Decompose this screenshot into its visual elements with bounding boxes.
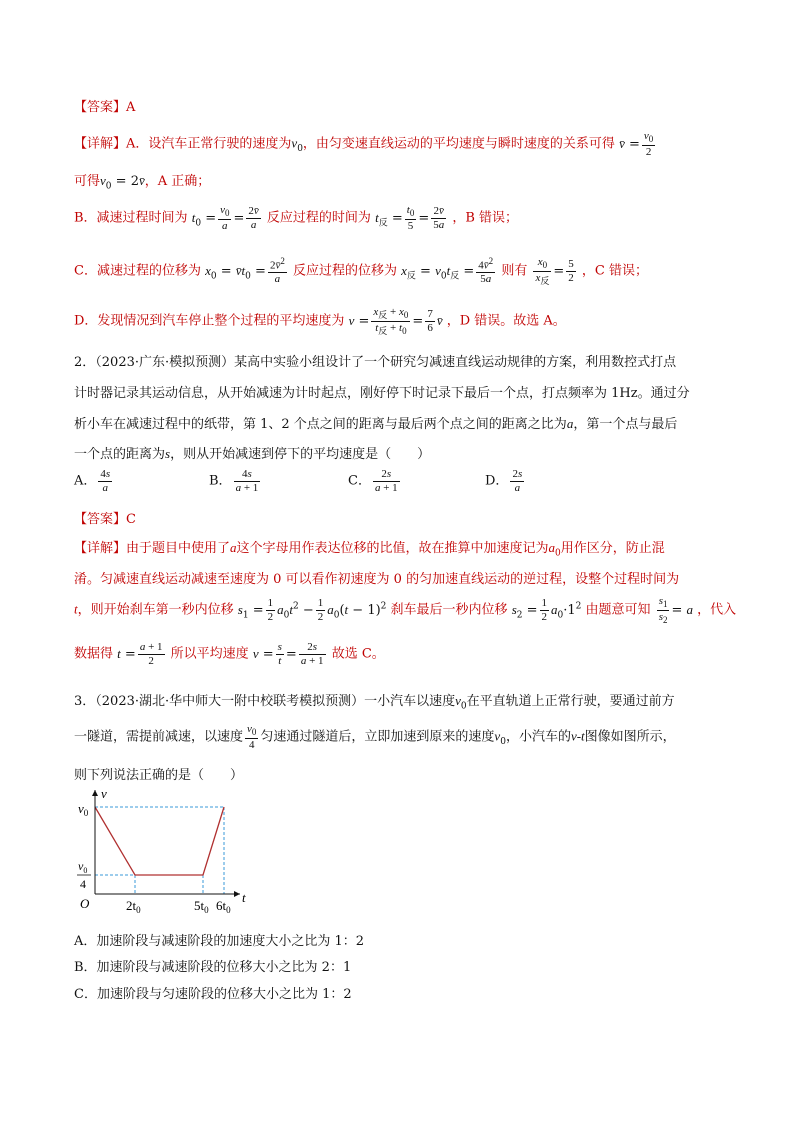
q2-line-1: 2．（2023·广东·模拟预测）某高中实验小组设计了一个研究匀减速直线运动规律的方案，利用数控式打点 — [74, 355, 677, 370]
detail-2-line-1: 【详解】由于题目中使用了a这个字母用作表达位移的比值，故在推算中加速度记为$a_0$用作区分，防止混 — [74, 540, 665, 559]
q2-line-2: 计时器记录其运动信息，从开始减速为计时起点，刚好停下时记录下最后一个点，打点频率为 1Hz。通过分 — [74, 386, 690, 401]
q2-option-b[interactable]: B． $\frac{4s}{a + 1}$ — [209, 468, 259, 494]
detail-1-a: 【详解】A．设汽车正常行驶的速度为$v_0$，由匀变速直线运动的平均速度与瞬时速度的关系可得 v̄ = $\frac{v_0}{2}$ — [74, 130, 654, 158]
axis-v-label: v — [101, 786, 107, 801]
q2-option-a[interactable]: A． $\frac{4s}{a}$ — [74, 468, 111, 494]
quarter-num: $v_0$ — [78, 859, 88, 875]
detail-2-line-3: t，则开始刹车第一秒内位移 $s_1$ = $\frac{1}{2}$ $a_0t^2$ − $\frac{1}{2}$ $a_0(t - 1)^2$ 刹车最后一秒内位移 $s_2$ = $\frac{1}{2}$ $a_0\cdot 1^2$ 由题意可知 $\frac{s_1}{s_2}$ = a ，代入 — [74, 595, 737, 625]
detail-2-line-2: 淆。匀减速直线运动减速至速度为 0 可以看作初速度为 0 的匀加速直线运动的逆过程，设整个过程时间为 — [74, 572, 680, 587]
detail-1-a2: 可得$v_0$ = 2v̄，A 正确； — [74, 173, 211, 192]
vt-graph — [74, 786, 264, 916]
tick-6t0: $6t_0$ — [216, 898, 231, 915]
q3-line-3: 则下列说法正确的是（ ） — [74, 768, 244, 783]
detail-2-line-4: 数据得 t = $\frac{a + 1}{2}$ 所以平均速度 v = $\frac{s}{t}$ = $\frac{2s}{a + 1}$ 故选 C。 — [74, 641, 385, 667]
tick-2t0: $2t_0$ — [126, 898, 141, 915]
detail-1-d: D．发现情况到汽车停止整个过程的平均速度为 v = $\frac{x_反 + x_0}{t_反 + t_0}$ = $\frac{7}{6}$ v̄ ，D 错误。故选 A。 — [74, 306, 566, 336]
q2-option-c[interactable]: C． $\frac{2s}{a + 1}$ — [348, 468, 398, 494]
q2-option-d[interactable]: D． $\frac{2s}{a}$ — [485, 468, 523, 494]
q3-option-b[interactable]: B．加速阶段与减速阶段的位移大小之比为 2：1 — [74, 960, 352, 975]
detail-1-c: C．减速过程的位移为 $x_0$ = $v̄t_0$ = $\frac{2v̄^2}{a}$ 反应过程的位移为 $x_反 = v_0t_反$ = $\frac{4v̄^2}{5a}$ 则有 $\frac{x_0}{x_反}$ = $\frac{5}{2}$ ，C 错误； — [74, 256, 649, 286]
q3-line-1: 3．（2023·湖北·华中师大一附中校联考模拟预测）一小汽车以速度$v_0$在平直轨道上正常行驶，要通过前方 — [74, 693, 675, 712]
detail-1-b: B．减速过程时间为 $t_0$ = $\frac{v_0}{a}$ = $\frac{2v̄}{a}$ 反应过程的时间为 $t_反$ = $\frac{t_0}{5}$ = $\frac{2v̄}{5a}$ ，B 错误； — [74, 204, 519, 232]
answer-1: 【答案】A — [74, 100, 136, 115]
q2-line-3: 析小车在减速过程中的纸带，第 1、2 个点之间的距离与最后两个点之间的距离之比为a，第一个点与最后 — [74, 416, 678, 432]
tick-5t0: $5t_0$ — [194, 898, 209, 915]
answer-2: 【答案】C — [74, 512, 136, 527]
origin-label: O — [80, 896, 90, 911]
q2-line-4: 一个点的距离为s，则从开始减速到停下的平均速度是（ ） — [74, 446, 431, 462]
q3-option-a[interactable]: A．加速阶段与减速阶段的加速度大小之比为 1：2 — [74, 934, 365, 949]
q3-line-2: 一隧道，需提前减速，以速度 $\frac{v_0}{4}$ 匀速通过隧道后，立即加速到原来的速度$v_0$，小汽车的v-t图像如图所示， — [74, 723, 676, 751]
q3-option-c[interactable]: C．加速阶段与匀速阶段的位移大小之比为 1：2 — [74, 987, 352, 1002]
quarter-den: 4 — [80, 877, 86, 891]
v0-label: $v_0$ — [78, 801, 89, 818]
vt-curve — [95, 807, 224, 875]
axis-t-label: t — [242, 890, 246, 905]
